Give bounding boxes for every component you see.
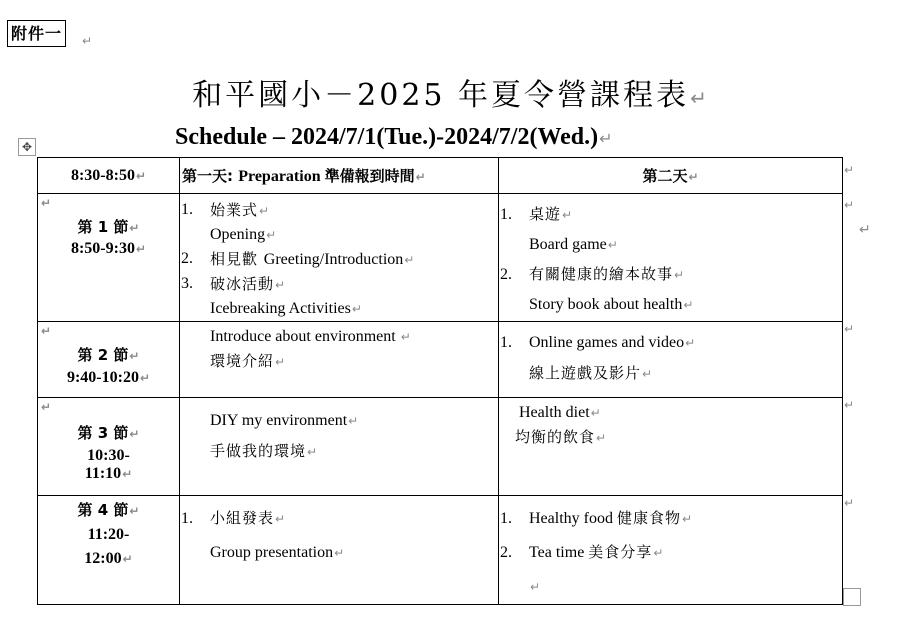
list-item-sub: 線上遊戲及影片↵ — [529, 364, 653, 382]
list-item-sub: Story book about health↵ — [529, 296, 694, 313]
list-item: 1. 桌遊↵ — [500, 205, 573, 223]
list-item: 2. Tea time 美食分享↵ — [500, 543, 664, 561]
header-time-cell: 8:30-8:50↵ — [38, 158, 180, 194]
list-item-sub: Group presentation↵ — [210, 544, 345, 561]
table-row — [38, 322, 843, 398]
list-item: 3. 破冰活動↵ — [181, 275, 286, 293]
table-row — [38, 398, 843, 496]
row-end-mark-icon: ↵ — [844, 398, 855, 412]
paragraph-mark-icon: ↵ — [859, 222, 871, 238]
attachment-label: 附件一 — [7, 20, 66, 47]
period-cell: ↵ 第 1 節↵ 8:50-9:30↵ — [38, 194, 180, 322]
table-resize-handle[interactable] — [843, 588, 861, 606]
list-item: 1. 小組發表↵ — [181, 509, 286, 527]
paragraph-mark-icon: ↵ — [690, 86, 710, 110]
list-item-sub: Icebreaking Activities↵ — [210, 300, 362, 317]
day2-cell: Health diet↵ 均衡的飲食↵ — [499, 398, 843, 496]
period-cell: ↵ 第 3 節↵ 10:30- 11:10↵ — [38, 398, 180, 496]
list-item: 1. Healthy food 健康食物↵ — [500, 509, 693, 527]
table-move-handle-icon[interactable]: ✥ — [18, 138, 36, 156]
day1-cell: Introduce about environment ↵ 環境介紹↵ — [180, 322, 499, 398]
header-day2-cell: 第二天↵ — [499, 158, 843, 194]
period-cell: 第 4 節↵ 11:20- 12:00↵ — [38, 496, 180, 605]
schedule-table — [37, 157, 843, 605]
table-row — [38, 194, 843, 322]
paragraph-mark-icon: ↵ — [82, 34, 93, 48]
day2-cell — [499, 194, 843, 322]
table-row — [38, 496, 843, 605]
list-item: 2. 相見歡 Greeting/Introduction↵ — [181, 250, 415, 268]
list-item: 1. Online games and video↵ — [500, 334, 696, 351]
day1-cell: DIY my environment↵ 手做我的環境↵ — [180, 398, 499, 496]
paragraph-mark-icon: ↵ — [599, 129, 613, 148]
row-end-mark-icon: ↵ — [844, 322, 855, 336]
day2-cell — [499, 322, 843, 398]
day1-cell — [180, 194, 499, 322]
row-end-mark-icon: ↵ — [844, 496, 855, 510]
schedule-subtitle: Schedule – 2024/7/1(Tue.)-2024/7/2(Wed.)↵ — [175, 124, 613, 150]
row-end-mark-icon: ↵ — [844, 163, 855, 177]
period-cell: ↵ 第 2 節↵ 9:40-10:20↵ — [38, 322, 180, 398]
list-item-sub: Opening↵ — [210, 226, 277, 243]
day2-cell — [499, 496, 843, 605]
page-title: 和平國小－2025 年夏令營課程表↵ — [192, 78, 710, 113]
list-item-sub: ↵ — [530, 580, 541, 594]
table-header-row — [38, 158, 843, 194]
list-item: 2. 有關健康的繪本故事↵ — [500, 265, 685, 283]
row-end-mark-icon: ↵ — [844, 198, 855, 212]
header-day1-cell: 第一天: Preparation 準備報到時間↵ — [180, 158, 499, 194]
list-item-sub: Board game↵ — [529, 236, 618, 253]
day1-cell — [180, 496, 499, 605]
list-item: 1. 始業式↵ — [181, 201, 270, 219]
